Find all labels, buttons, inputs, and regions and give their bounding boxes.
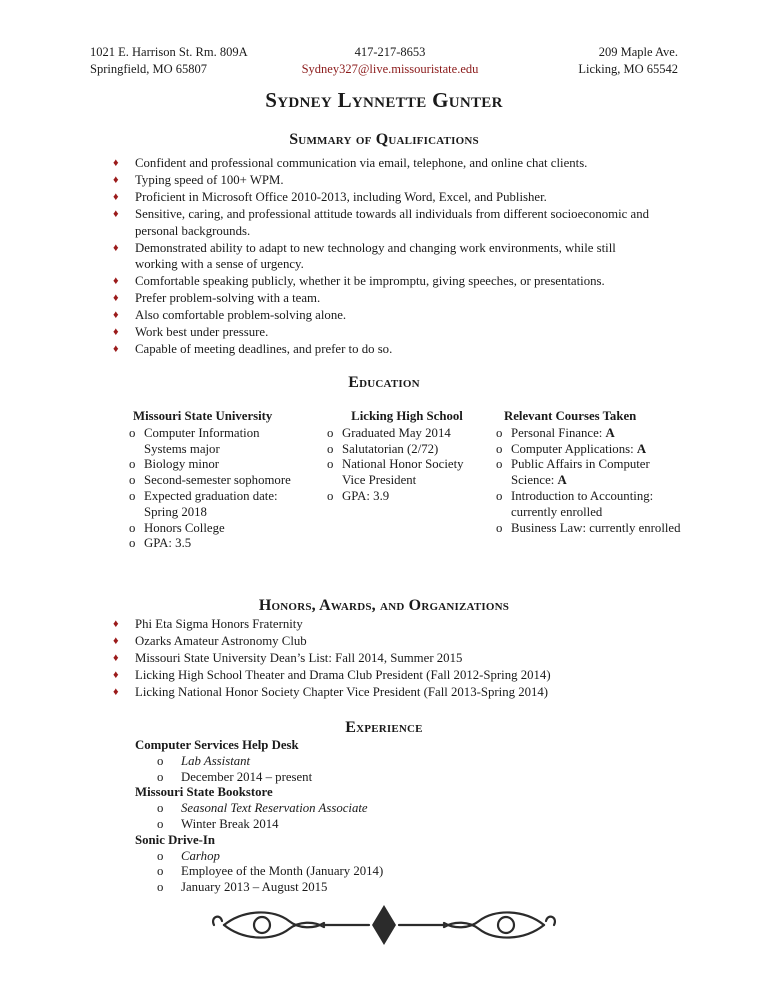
diamond-bullet-icon: ♦ [113,292,119,304]
job-detail [157,770,383,786]
job-detail-text: Winter Break 2014 [181,816,279,831]
honors-list [113,616,673,701]
list-item [113,172,658,189]
circle-bullet-icon: o [327,488,334,503]
course-grade: A [636,441,647,456]
high-school-list [327,426,487,505]
list-item-text: Typing speed of 100+ WPM. [135,173,284,187]
diamond-bullet-icon: ♦ [113,191,119,203]
list-item-text: GPA: 3.9 [342,488,390,503]
job-role [157,754,383,770]
circle-bullet-icon: o [496,425,503,440]
job-details [135,754,383,786]
circle-bullet-icon: o [129,473,136,488]
job-detail-text: Employee of the Month (January 2014) [181,864,384,879]
course-item [496,521,696,537]
list-item-text: Sensitive, caring, and professional attitude towards all individuals from different socioeconomic and personal backgrounds. [135,207,649,238]
address-home-line2: Licking, MO 65542 [578,62,678,76]
list-item-text: Confident and professional communication via email, telephone, and online chat clients. [135,156,588,170]
course-item [496,457,696,489]
employer-name: Sonic Drive-In [135,832,215,847]
job-details [135,849,383,896]
circle-bullet-icon: o [157,753,164,768]
summary-title: Summary of Qualifications [289,131,479,148]
list-item [113,616,673,633]
list-item [113,633,673,650]
circle-bullet-icon: o [129,488,136,503]
high-school-name: Licking High School [351,409,463,423]
list-item [129,489,299,521]
list-item [129,521,299,537]
summary-list [113,155,658,358]
course-name: Business Law: currently enrolled [511,520,681,535]
diamond-bullet-icon: ♦ [113,343,119,355]
diamond-bullet-icon: ♦ [113,326,119,338]
experience-list [135,738,383,896]
list-item-text: Demonstrated ability to adapt to new technology and changing work environments, while still working with a sense of urgency. [135,240,616,271]
list-item [113,155,658,172]
diamond-bullet-icon: ♦ [113,652,119,664]
circle-bullet-icon: o [327,457,334,472]
circle-bullet-icon: o [496,441,503,456]
job-details [135,801,383,833]
address-school [90,44,248,78]
list-item [327,442,487,458]
education-courses [496,409,696,536]
circle-bullet-icon: o [157,769,164,784]
job-role [157,849,383,865]
list-item-text: Expected graduation date: Spring 2018 [144,488,278,519]
list-item-text: Graduated May 2014 [342,425,451,440]
diamond-bullet-icon: ♦ [113,635,119,647]
list-item-text: Missouri State University Dean’s List: Fall 2014, Summer 2015 [135,651,463,665]
list-item-text: Licking National Honor Society Chapter Vice President (Fall 2013-Spring 2014) [135,685,549,699]
circle-bullet-icon: o [157,880,164,895]
job-role-text: Lab Assistant [181,753,251,768]
list-item-text: Work best under pressure. [135,325,269,339]
list-item-text: National Honor Society Vice President [342,457,464,488]
course-name: Personal Finance: [511,425,606,440]
honors-title: Honors, Awards, and Organizations [258,597,510,614]
course-item [496,442,696,458]
circle-bullet-icon: o [129,536,136,551]
employer-name: Missouri State Bookstore [135,785,273,800]
list-item [327,457,487,489]
education-high-school [327,409,487,505]
university-list [129,426,299,552]
list-item [113,273,658,290]
circle-bullet-icon: o [327,441,334,456]
contact-info [290,44,490,78]
diamond-bullet-icon: ♦ [113,618,119,630]
address-home-line1: 209 Maple Ave. [598,45,678,59]
job-detail [157,817,383,833]
list-item-text: Capable of meeting deadlines, and prefer to do so. [135,342,393,356]
circle-bullet-icon: o [157,864,164,879]
list-item [113,189,658,206]
circle-bullet-icon: o [496,520,503,535]
list-item-text: Comfortable speaking publicly, whether it be impromptu, giving speeches, or presentations. [135,274,605,288]
list-item [113,240,658,273]
employer-name: Computer Services Help Desk [135,738,299,752]
courses-title: Relevant Courses Taken [504,409,637,423]
resume-name: Sydney Lynnette Gunter [265,88,503,112]
list-item [129,426,299,458]
address-home [578,44,678,78]
course-name: Computer Applications: [511,441,637,456]
course-item [496,426,696,442]
email-link[interactable]: Sydney327@live.missouristate.edu [301,62,479,76]
address-school-line2: Springfield, MO 65807 [90,62,208,76]
circle-bullet-icon: o [327,425,334,440]
circle-bullet-icon: o [496,488,503,503]
list-item [113,206,658,239]
list-item [129,536,299,552]
job-role [157,801,383,817]
diamond-bullet-icon: ♦ [113,686,119,698]
address-school-line1: 1021 E. Harrison St. Rm. 809A [90,45,248,59]
diamond-bullet-icon: ♦ [113,208,119,220]
diamond-bullet-icon: ♦ [113,241,119,254]
diamond-bullet-icon: ♦ [113,157,119,169]
circle-bullet-icon: o [129,520,136,535]
list-item-text: Proficient in Microsoft Office 2010-2013, including Word, Excel, and Publisher. [135,190,547,204]
list-item [113,650,673,667]
university-name: Missouri State University [133,409,273,423]
list-item [113,684,673,701]
list-item [129,473,299,489]
diamond-bullet-icon: ♦ [113,669,119,681]
circle-bullet-icon: o [129,425,136,440]
list-item [113,341,658,358]
course-name: Introduction to Accounting: currently enrolled [511,488,654,519]
list-item [113,667,673,684]
list-item-text: Salutatorian (2/72) [342,441,439,456]
ornament-flourish [204,903,564,947]
job-detail-text: December 2014 – present [181,769,313,784]
circle-bullet-icon: o [129,457,136,472]
job-detail-text: January 2013 – August 2015 [181,880,328,895]
list-item-text: Also comfortable problem-solving alone. [135,308,347,322]
list-item [327,489,487,505]
circle-bullet-icon: o [157,801,164,816]
job-detail [157,880,383,896]
job-role-text: Seasonal Text Reservation Associate [181,801,368,816]
list-item-text: Phi Eta Sigma Honors Fraternity [135,617,303,631]
list-item [327,426,487,442]
job-role-text: Carhop [181,848,220,863]
list-item-text: Prefer problem-solving with a team. [135,291,321,305]
courses-list [496,426,696,537]
list-item-text: Computer Information Systems major [144,425,260,456]
list-item-text: Second-semester sophomore [144,473,291,488]
list-item-text: GPA: 3.5 [144,536,192,551]
diamond-bullet-icon: ♦ [113,309,119,321]
course-grade: A [605,425,615,440]
course-name: Public Affairs in Computer Science: [511,457,650,488]
circle-bullet-icon: o [157,848,164,863]
list-item-text: Biology minor [144,457,220,472]
list-item [113,290,658,307]
list-item-text: Honors College [144,520,225,535]
experience-title: Experience [345,719,423,736]
phone-number: 417-217-8653 [354,45,426,59]
job-detail [157,864,383,880]
course-grade: A [557,473,567,488]
education-title: Education [348,374,420,391]
list-item [113,324,658,341]
diamond-bullet-icon: ♦ [113,174,119,186]
education-university [129,409,299,552]
list-item-text: Licking High School Theater and Drama Club President (Fall 2012-Spring 2014) [135,668,551,682]
circle-bullet-icon: o [496,457,503,472]
list-item [113,307,658,324]
diamond-bullet-icon: ♦ [113,275,119,287]
list-item-text: Ozarks Amateur Astronomy Club [135,634,307,648]
circle-bullet-icon: o [157,816,164,831]
course-item [496,489,696,521]
list-item [129,457,299,473]
